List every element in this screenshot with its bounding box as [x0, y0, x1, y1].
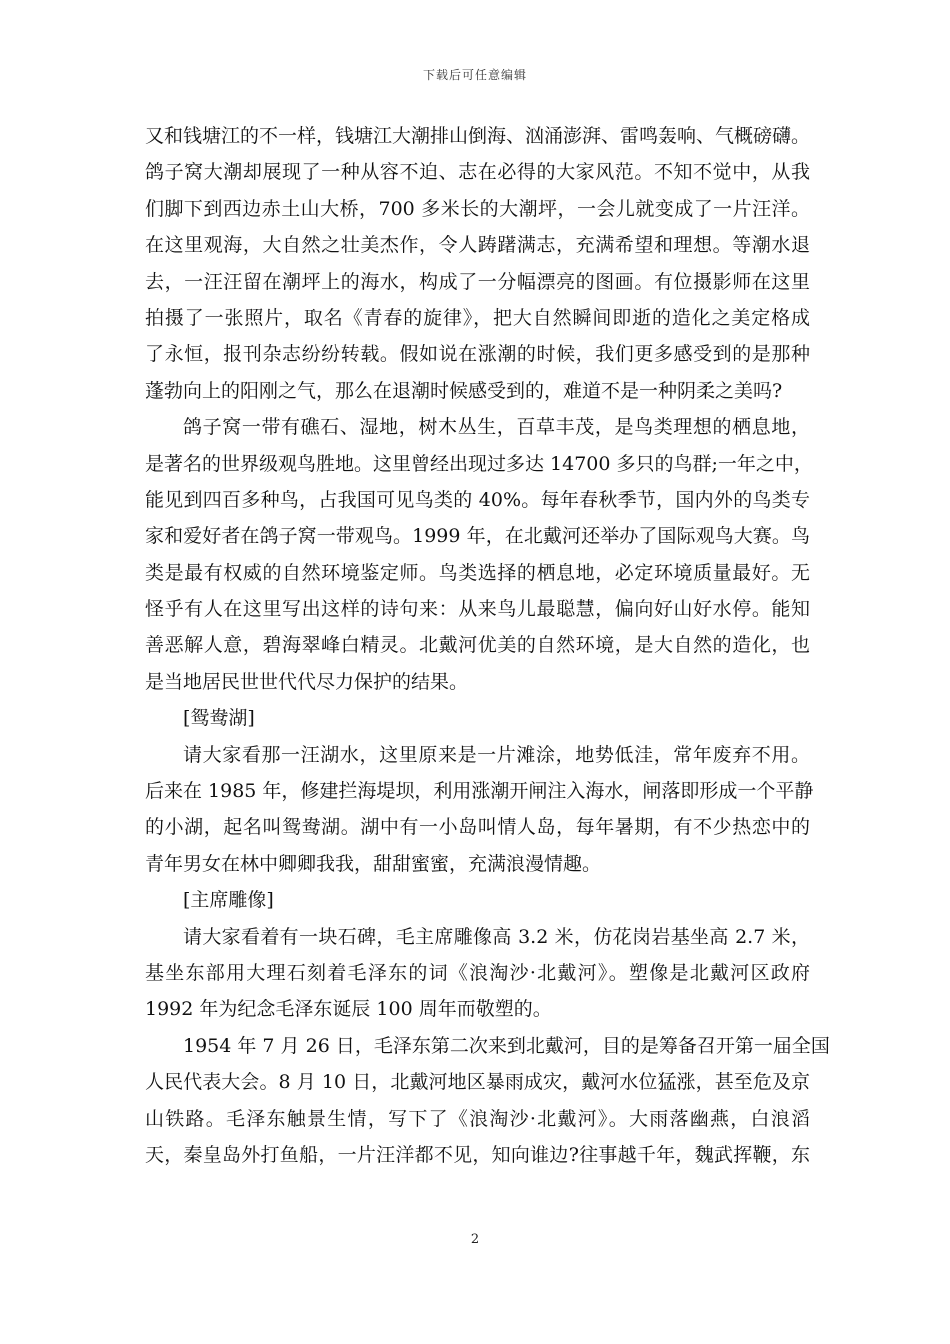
text-line: 天，秦皇岛外打鱼船，一片汪洋都不见，知向谁边?往事越千年，魏武挥鞭，东 — [145, 1143, 810, 1166]
text-line: 类是最有权威的自然环境鉴定师。鸟类选择的栖息地，必定环境质量最好。无 — [145, 561, 810, 584]
text-line: 蓬勃向上的阳刚之气，那么在退潮时候感受到的，难道不是一种阴柔之美吗? — [145, 379, 783, 402]
text-line: 1992 年为纪念毛泽东诞辰 100 周年而敬塑的。 — [145, 998, 552, 1021]
page-number: 2 — [470, 1232, 480, 1247]
text-line: 青年男女在林中卿卿我我，甜甜蜜蜜，充满浪漫情趣。 — [145, 852, 602, 875]
text-line: [主席雕像] — [183, 889, 274, 912]
text-line: 的小湖，起名叫鸳鸯湖。湖中有一小岛叫情人岛，每年暑期，有不少热恋中的 — [145, 816, 810, 839]
text-line: 拍摄了一张照片，取名《青春的旋律》，把大自然瞬间即逝的造化之美定格成 — [145, 306, 810, 329]
text-line: 基坐东部用大理石刻着毛泽东的词《浪淘沙·北戴河》。塑像是北戴河区政府 — [145, 961, 810, 984]
text-line: 请大家看那一汪湖水，这里原来是一片滩涂，地势低洼，常年废弃不用。 — [183, 743, 810, 766]
text-line: 是著名的世界级观鸟胜地。这里曾经出现过多达 14700 多只的鸟群;一年之中， — [145, 452, 813, 475]
text-line: 在这里观海，大自然之壮美杰作，令人踌躇满志，充满希望和理想。等潮水退 — [145, 234, 810, 257]
text-line: 了永恒，报刊杂志纷纷转载。假如说在涨潮的时候，我们更多感受到的是那种 — [145, 343, 810, 366]
text-line: 能见到四百多种鸟，占我国可见鸟类的 40%。每年春秋季节，国内外的鸟类专 — [145, 488, 810, 511]
page-header: 下载后可任意编辑 — [422, 68, 527, 82]
text-line: [鸳鸯湖] — [183, 707, 255, 730]
text-line: 家和爱好者在鸽子窝一带观鸟。1999 年，在北戴河还举办了国际观鸟大赛。鸟 — [145, 525, 810, 548]
text-line: 怪乎有人在这里写出这样的诗句来：从来鸟儿最聪慧，偏向好山好水停。能知 — [145, 598, 810, 621]
text-line: 善恶解人意，碧海翠峰白精灵。北戴河优美的自然环境，是大自然的造化，也 — [145, 634, 810, 657]
text-line: 去，一汪汪留在潮坪上的海水，构成了一分幅漂亮的图画。有位摄影师在这里 — [145, 270, 810, 293]
text-line: 是当地居民世世代代尽力保护的结果。 — [145, 670, 469, 693]
text-line: 人民代表大会。8 月 10 日，北戴河地区暴雨成灾，戴河水位猛涨，甚至危及京 — [145, 1071, 810, 1094]
text-line: 山铁路。毛泽东触景生情，写下了《浪淘沙·北戴河》。大雨落幽燕，白浪滔 — [145, 1107, 810, 1130]
text-line: 又和钱塘江的不一样，钱塘江大潮排山倒海、汹涌澎湃、雷鸣轰响、气概磅礴。 — [145, 125, 811, 147]
text-line: 鸽子窝大潮却展现了一种从容不迫、志在必得的大家风范。不知不觉中，从我 — [145, 161, 810, 184]
text-line: 1954 年 7 月 26 日，毛泽东第二次来到北戴河，目的是筹备召开第一届全国 — [183, 1034, 830, 1057]
text-line: 请大家看着有一块石碑，毛主席雕像高 3.2 米，仿花岗岩基坐高 2.7 米， — [183, 925, 810, 948]
document-body — [145, 118, 830, 1173]
text-line: 后来在 1985 年，修建拦海堤坝，利用涨潮开闸注入海水，闸落即形成一个平静 — [145, 780, 814, 803]
text-line: 们脚下到西边赤土山大桥，700 多米长的大潮坪，一会儿就变成了一片汪洋。 — [145, 197, 810, 220]
text-line: 鸽子窝一带有礁石、湿地，树木丛生，百草丰茂，是鸟类理想的栖息地， — [183, 416, 810, 439]
